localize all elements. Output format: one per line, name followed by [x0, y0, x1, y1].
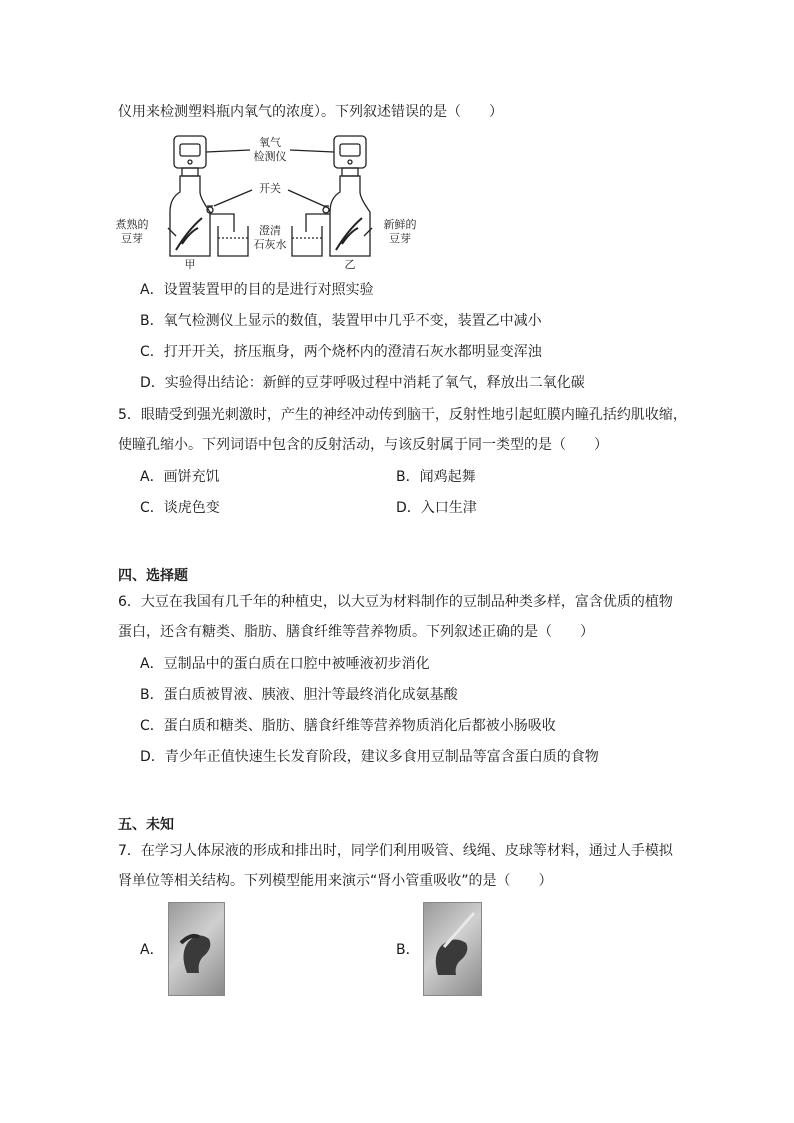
- oxygen-detector-left: [174, 136, 206, 168]
- bottle-right: [330, 176, 370, 256]
- q4-option-b: B．氧气检测仪上显示的数值，装置甲中几乎不变，装置乙中减小: [140, 313, 542, 329]
- label-limewater-2: 石灰水: [253, 238, 287, 251]
- q6-option-a: A．豆制品中的蛋白质在口腔中被唾液初步消化: [140, 656, 430, 672]
- q7-stem-line2: 肾单位等相关结构。下列模型能用来演示“肾小管重吸收”的是（ ）: [118, 873, 553, 889]
- label-switch: 开关: [259, 182, 281, 195]
- q7-option-a-label: A．: [140, 942, 164, 958]
- q5-option-d: D．入口生津: [396, 500, 477, 516]
- q4-option-c: C．打开开关，挤压瓶身，两个烧杯内的澄清石灰水都明显变浑浊: [140, 344, 542, 360]
- q4-option-d: D．实验得出结论：新鲜的豆芽呼吸过程中消耗了氧气，释放出二氧化碳: [140, 375, 585, 391]
- q6-option-b: B．蛋白质被胃液、胰液、胆汁等最终消化成氨基酸: [140, 687, 458, 703]
- label-jia: 甲: [184, 258, 196, 271]
- q4-option-a: A．设置装置甲的目的是进行对照实验: [140, 282, 374, 298]
- q7-stem-line1: 7．在学习人体尿液的形成和排出时，同学们利用吸管、线绳、皮球等材料，通过人手模拟: [118, 843, 673, 859]
- hand-model-a-image: [169, 903, 224, 995]
- oxygen-detector-right: [334, 136, 366, 168]
- cooked-sprout: [176, 218, 202, 250]
- label-oxygen-detector-1: 氧气: [259, 136, 281, 149]
- label-cooked-2: 豆芽: [121, 232, 143, 245]
- q6-option-d: D．青少年正值快速生长发育阶段，建议多食用豆制品等富含蛋白质的食物: [140, 749, 599, 765]
- label-limewater-1: 澄清: [259, 224, 281, 237]
- fresh-sprout: [336, 218, 362, 250]
- q5-stem-line2: 使瞳孔缩小。下列词语中包含的反射活动，与该反射属于同一类型的是（ ）: [118, 437, 608, 453]
- beaker-right: [292, 226, 322, 256]
- q4-apparatus-figure: [110, 132, 430, 272]
- label-fresh-1: 新鲜的: [383, 218, 417, 231]
- q5-option-b: B．闻鸡起舞: [396, 469, 476, 485]
- q5-option-c: C．谈虎色变: [140, 500, 220, 516]
- q7-option-b-photo: [423, 902, 482, 996]
- q6-option-c: C．蛋白质和糖类、脂肪、膳食纤维等营养物质消化后都被小肠吸收: [140, 718, 556, 734]
- q4-stem: 仪用来检测塑料瓶内氧气的浓度）。下列叙述错误的是（ ）: [118, 104, 503, 120]
- q5-option-a: A．画饼充饥: [140, 469, 220, 485]
- label-cooked-1: 煮熟的: [115, 218, 149, 231]
- label-oxygen-detector-2: 检测仪: [253, 150, 287, 163]
- bottle-left: [170, 176, 210, 256]
- q7-option-b-label: B．: [396, 942, 420, 958]
- hand-model-b-image: [424, 903, 481, 995]
- label-yi: 乙: [344, 258, 356, 271]
- label-fresh-2: 豆芽: [389, 232, 411, 245]
- switch-right: [323, 207, 329, 213]
- q6-stem-line2: 蛋白，还含有糖类、脂肪、膳食纤维等营养物质。下列叙述正确的是（ ）: [118, 624, 594, 640]
- q6-stem-line1: 6．大豆在我国有几千年的种植史，以大豆为材料制作的豆制品种类多样，富含优质的植物: [118, 594, 673, 610]
- beaker-left: [218, 226, 248, 256]
- q5-stem-line1: 5．眼睛受到强光刺激时，产生的神经冲动传到脑干，反射性地引起虹膜内瞳孔括约肌收缩，: [118, 407, 687, 423]
- q7-option-a-photo: [168, 902, 225, 996]
- section-heading-choice: 四、选择题: [118, 568, 188, 584]
- section-heading-unknown: 五、未知: [118, 817, 174, 833]
